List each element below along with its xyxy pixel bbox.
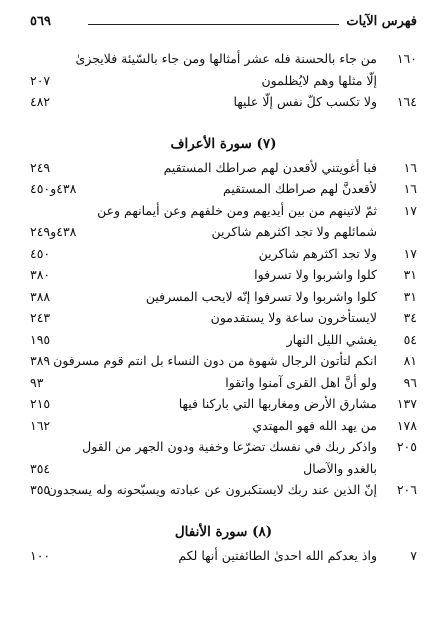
verse-text: انكم لتأتون الرجال شهوة من دون النساء بل انتم قوم مسرفون: [53, 353, 377, 368]
verse-number: ٣١: [403, 288, 417, 304]
index-row: [30, 415, 417, 437]
index-row: [30, 393, 417, 415]
index-row: [30, 48, 417, 70]
page-reference: ١٠٠: [30, 547, 51, 563]
header-rule: [88, 24, 339, 25]
verse-number: ١٧٨: [396, 417, 417, 433]
header-title: فهرس الآيات: [346, 14, 417, 29]
page-reference: ٢٠٧: [30, 72, 51, 88]
page-number: ٥٦٩: [30, 14, 51, 29]
page-reference: ٣٨٠: [30, 267, 51, 282]
verse-number: ١٦: [403, 159, 417, 175]
page-reference: ٣٨٨: [30, 288, 51, 304]
verse-index: [30, 48, 417, 566]
verse-text: من جاء بالحسنة فله عشر أمثالها ومن جاء بالسّيئة فلايجزىٰ: [75, 51, 377, 66]
index-row: [30, 91, 417, 113]
verse-text: ولا تكسب كلّ نفس إلّا عليها: [233, 94, 377, 109]
page-reference: ١٦٢: [30, 417, 51, 433]
page-reference: ٣٥٥: [30, 482, 51, 497]
verse-number: ٥٤: [403, 331, 417, 347]
verse-number: ١٦: [403, 181, 417, 196]
verse-text: من يهد الله فهو المهتدي: [252, 417, 377, 433]
verse-text: كلوا واشربوا ولا تسرفوا: [254, 267, 377, 282]
verse-text: فبا أغويتني لأقعدن لهم صراطك المستقيم: [163, 159, 377, 175]
index-row: [30, 200, 417, 222]
verse-text: واذكر ربك في نفسك تضرّعا وخفية ودون الجهر من القول: [82, 439, 377, 454]
index-row: [30, 264, 417, 286]
index-row: [30, 286, 417, 308]
surah-heading: (٨) سورة الأنفال: [174, 523, 273, 540]
surah-heading: (٧) سورة الأعراف: [170, 135, 277, 152]
verse-text: لايستأخرون ساعة ولا يستقدمون: [210, 310, 377, 325]
page-reference: ٤٣٨و٤٥٠: [30, 181, 77, 196]
verse-number: ١٣٧: [396, 396, 417, 411]
verse-text: كلوا واشربوا ولا تسرفوا إنّه لايحب المسرفين: [145, 288, 377, 304]
page-reference: ٤٣٨و٢٤٩: [30, 224, 77, 239]
verse-text: شمائلهم ولا تجد اكثرهم شاكرين: [211, 224, 377, 239]
verse-number: ١٦٤: [396, 94, 417, 109]
page-reference: ٣٨٩: [30, 353, 51, 368]
verse-number: ٢٠٥: [396, 439, 417, 454]
verse-text: إنّ الذين عند ربك لايستكبرون عن عبادته ويسبّحونه وله يسجدون: [47, 482, 377, 497]
page-reference: ٢٤٣: [30, 310, 51, 325]
page-reference: ٣٥٤: [30, 460, 51, 476]
verse-number: ٢٠٦: [396, 482, 417, 497]
index-row: [30, 178, 417, 200]
verse-number: ٩٦: [403, 374, 417, 390]
index-row: [30, 372, 417, 394]
verse-text: يغشي الليل النهار: [286, 331, 377, 347]
verse-text: واذ يعدكم الله احدىٰ الطائفتين أنها لكم: [178, 547, 377, 563]
verse-text: ولا تجد اكثرهم شاكرين: [258, 245, 377, 261]
page-reference: ١٩٥: [30, 331, 51, 347]
page-reference: ٤٥٠: [30, 245, 51, 261]
page-reference: ٢٤٩: [30, 159, 51, 175]
verse-text: لأقعدنَّ لهم صراطك المستقيم: [223, 181, 377, 196]
page-reference: ٩٣: [30, 374, 44, 390]
verse-number: ٣٤: [403, 310, 417, 325]
verse-text: ثمّ لاتينهم من بين أيديهم ومن خلفهم وعن أيمانهم وعن: [97, 202, 377, 218]
page-reference: ٤٨٢: [30, 94, 51, 109]
index-row: [30, 350, 417, 372]
index-row: [30, 243, 417, 265]
index-row: [30, 479, 417, 501]
index-row: [30, 157, 417, 179]
index-row: [30, 329, 417, 351]
index-row: [30, 458, 417, 480]
verse-number: ١٧: [403, 245, 417, 261]
index-row: [30, 307, 417, 329]
verse-number: ٨١: [403, 353, 417, 368]
index-row: [30, 70, 417, 92]
verse-text: بالغدو والآصال: [303, 460, 377, 476]
index-row: [30, 545, 417, 567]
running-header: [30, 14, 417, 38]
verse-number: ٣١: [403, 267, 417, 282]
verse-number: ١٦٠: [396, 51, 417, 66]
verse-text: إلّا مثلها وهم لايُظلمون: [261, 72, 377, 88]
verse-number: ١٧: [403, 202, 417, 218]
page-reference: ٢١٥: [30, 396, 51, 411]
index-row: [30, 436, 417, 458]
verse-number: ٧: [410, 547, 417, 563]
verse-text: مشارق الأرض ومغاربها التي باركنا فيها: [178, 396, 377, 411]
verse-text: ولو أنَّ اهل القرى آمنوا واتقوا: [225, 374, 377, 390]
index-row: [30, 221, 417, 243]
